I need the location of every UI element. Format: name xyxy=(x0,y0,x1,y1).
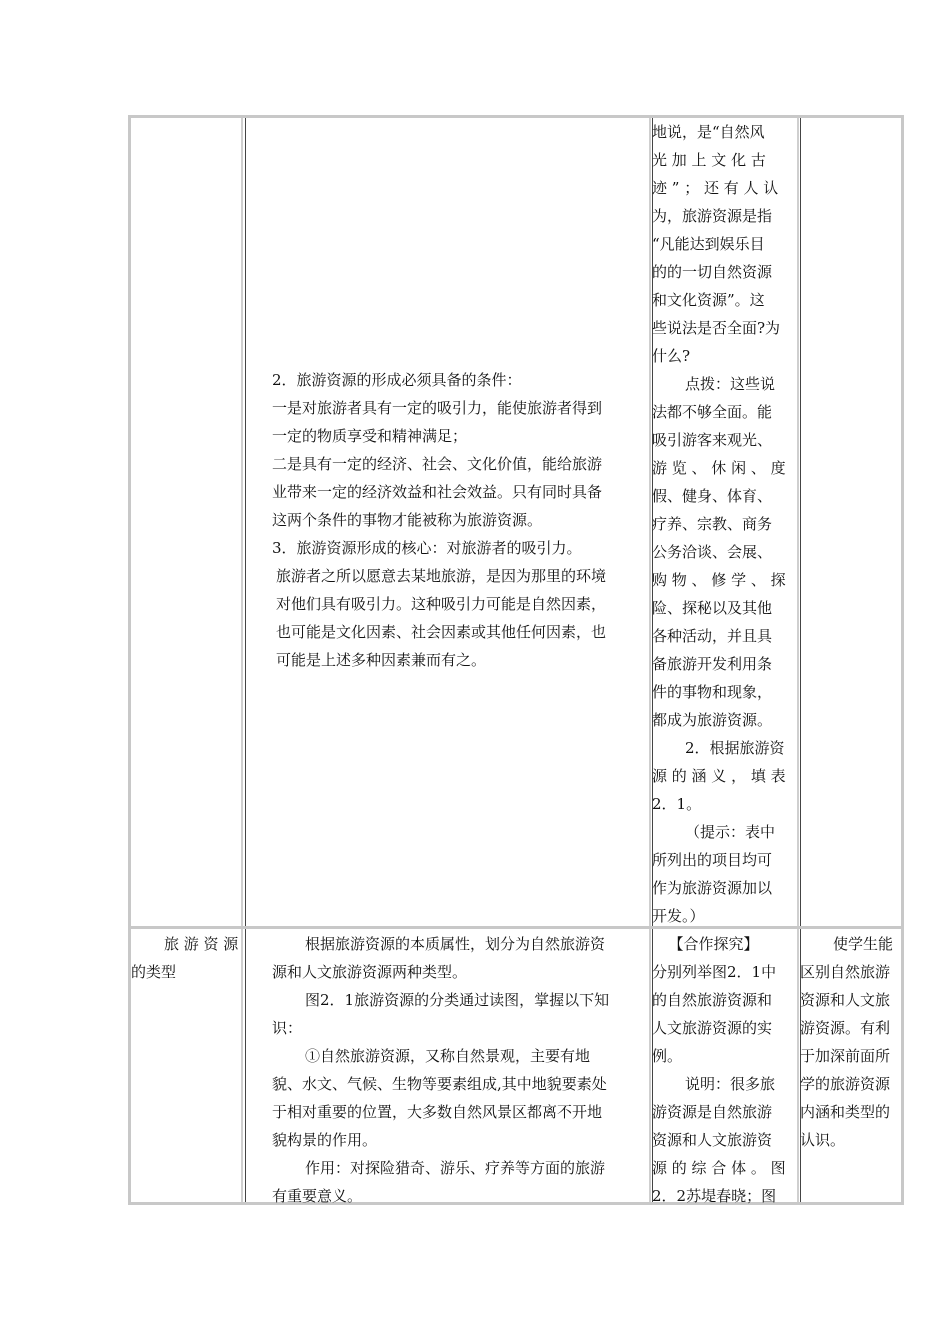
text-line: 区别自然旅游 xyxy=(800,963,891,981)
text-line: 可能是上述多种因素兼而有之。 xyxy=(276,651,487,669)
text-line: 人文旅游资源的实 xyxy=(652,1019,773,1037)
text-line: 2．2苏堤春晓；图 xyxy=(652,1187,777,1205)
text-line: 根据旅游资源的本质属性，划分为自然旅游资 xyxy=(305,935,606,953)
text-line: 有重要意义。 xyxy=(272,1187,363,1205)
text-line: 备旅游开发利用条 xyxy=(652,655,773,673)
text-line: 险、探秘以及其他 xyxy=(652,599,773,617)
text-line: 件的事物和现象， xyxy=(652,683,773,701)
text-line: 识： xyxy=(272,1019,303,1037)
text-line: 假、健身、体育、 xyxy=(652,487,773,505)
text-line: 源 的 涵 义 ， 填 表 xyxy=(652,767,786,785)
text-line: 吸引游客来观光、 xyxy=(652,431,773,449)
text-line: 资源和人文旅游资 xyxy=(652,1131,773,1149)
row2-activity-cell xyxy=(652,930,798,1210)
text-line: 作为旅游资源加以 xyxy=(652,879,773,897)
text-line: 和文化资源”。这 xyxy=(652,291,765,309)
text-line: 源 的 综 合 体 。 图 xyxy=(652,1159,786,1177)
text-line: 些说法是否全面?为 xyxy=(652,319,781,337)
text-line: 的自然旅游资源和 xyxy=(652,991,773,1009)
text-line: 2．1。 xyxy=(652,795,702,813)
lesson-plan-table xyxy=(128,115,904,1205)
text-line: 说明：很多旅 xyxy=(685,1075,776,1093)
text-line: 使学生能 xyxy=(833,935,894,953)
row2-purpose-cell xyxy=(800,930,900,1154)
text-line: 的的一切自然资源 xyxy=(652,263,773,281)
text-line: 光 加 上 文 化 古 xyxy=(652,151,766,169)
text-line: 公务洽谈、会展、 xyxy=(652,543,773,561)
row1-main-cell xyxy=(272,366,650,674)
column-divider-1-inner xyxy=(245,118,246,1202)
text-line: 一是对旅游者具有一定的吸引力，能使旅游者得到 xyxy=(272,399,603,417)
text-line: （提示：表中 xyxy=(685,823,776,841)
text-line: 学的旅游资源 xyxy=(800,1075,891,1093)
text-line: 所列出的项目均可 xyxy=(652,851,773,869)
text-line: “凡能达到娱乐目 xyxy=(652,235,765,253)
text-line: 这两个条件的事物才能被称为旅游资源。 xyxy=(272,511,543,529)
text-line: 2．根据旅游资 xyxy=(685,739,785,757)
text-line: 各种活动，并且具 xyxy=(652,627,773,645)
text-line: 图2．1旅游资源的分类通过读图，掌握以下知 xyxy=(305,991,610,1009)
column-divider-1 xyxy=(241,118,243,1202)
text-line: 例。 xyxy=(652,1047,683,1065)
text-line: 旅 游 资 源 xyxy=(164,935,239,953)
text-line: 3．旅游资源形成的核心：对旅游者的吸引力。 xyxy=(272,539,582,557)
text-line: 点拨：这些说 xyxy=(685,375,776,393)
text-line: 旅游者之所以愿意去某地旅游，是因为那里的环境 xyxy=(276,567,607,585)
text-line: 游资源是自然旅游 xyxy=(652,1103,773,1121)
text-line: 购 物 、 修 学 、 探 xyxy=(652,571,786,589)
text-line: 貌构景的作用。 xyxy=(272,1131,378,1149)
text-line: 作用：对探险猎奇、游乐、疗养等方面的旅游 xyxy=(305,1159,606,1177)
text-line: 迹 ” ； 还 有 人 认 xyxy=(652,179,779,197)
row1-activity-cell xyxy=(652,118,798,930)
text-line: 一定的物质享受和精神满足； xyxy=(272,427,468,445)
text-line: 于加深前面所 xyxy=(800,1047,891,1065)
text-line: ①自然旅游资源，又称自然景观，主要有地 xyxy=(305,1047,591,1065)
row2-topic-cell xyxy=(131,930,241,986)
text-line: 【合作探究】 xyxy=(668,935,759,953)
text-line: 资源和人文旅 xyxy=(800,991,891,1009)
text-line: 认识。 xyxy=(800,1131,846,1149)
text-line: 二是具有一定的经济、社会、文化价值，能给旅游 xyxy=(272,455,603,473)
text-line: 地说，是“自然风 xyxy=(652,123,765,141)
text-line: 内涵和类型的 xyxy=(800,1103,891,1121)
text-line: 的类型 xyxy=(131,963,177,981)
text-line: 分别列举图2．1中 xyxy=(652,963,777,981)
text-line: 2．旅游资源的形成必须具备的条件： xyxy=(272,371,522,389)
text-line: 都成为旅游资源。 xyxy=(652,711,773,729)
text-line: 业带来一定的经济效益和社会效益。只有同时具备 xyxy=(272,483,603,501)
row2-main-cell xyxy=(272,930,652,1210)
text-line: 游资源。有利 xyxy=(800,1019,891,1037)
text-line: 法都不够全面。能 xyxy=(652,403,773,421)
text-line: 源和人文旅游资源两种类型。 xyxy=(272,963,468,981)
text-line: 于相对重要的位置，大多数自然风景区都离不开地 xyxy=(272,1103,603,1121)
text-line: 开发。） xyxy=(652,907,705,925)
text-line: 为，旅游资源是指 xyxy=(652,207,773,225)
text-line: 貌、水文、气候、生物等要素组成,其中地貌要素处 xyxy=(272,1075,607,1093)
text-line: 游 览 、 休 闲 、 度 xyxy=(652,459,786,477)
text-line: 疗养、宗教、商务 xyxy=(652,515,773,533)
text-line: 什么? xyxy=(652,347,691,365)
text-line: 也可能是文化因素、社会因素或其他任何因素，也 xyxy=(276,623,607,641)
text-line: 对他们具有吸引力。这种吸引力可能是自然因素， xyxy=(276,595,607,613)
